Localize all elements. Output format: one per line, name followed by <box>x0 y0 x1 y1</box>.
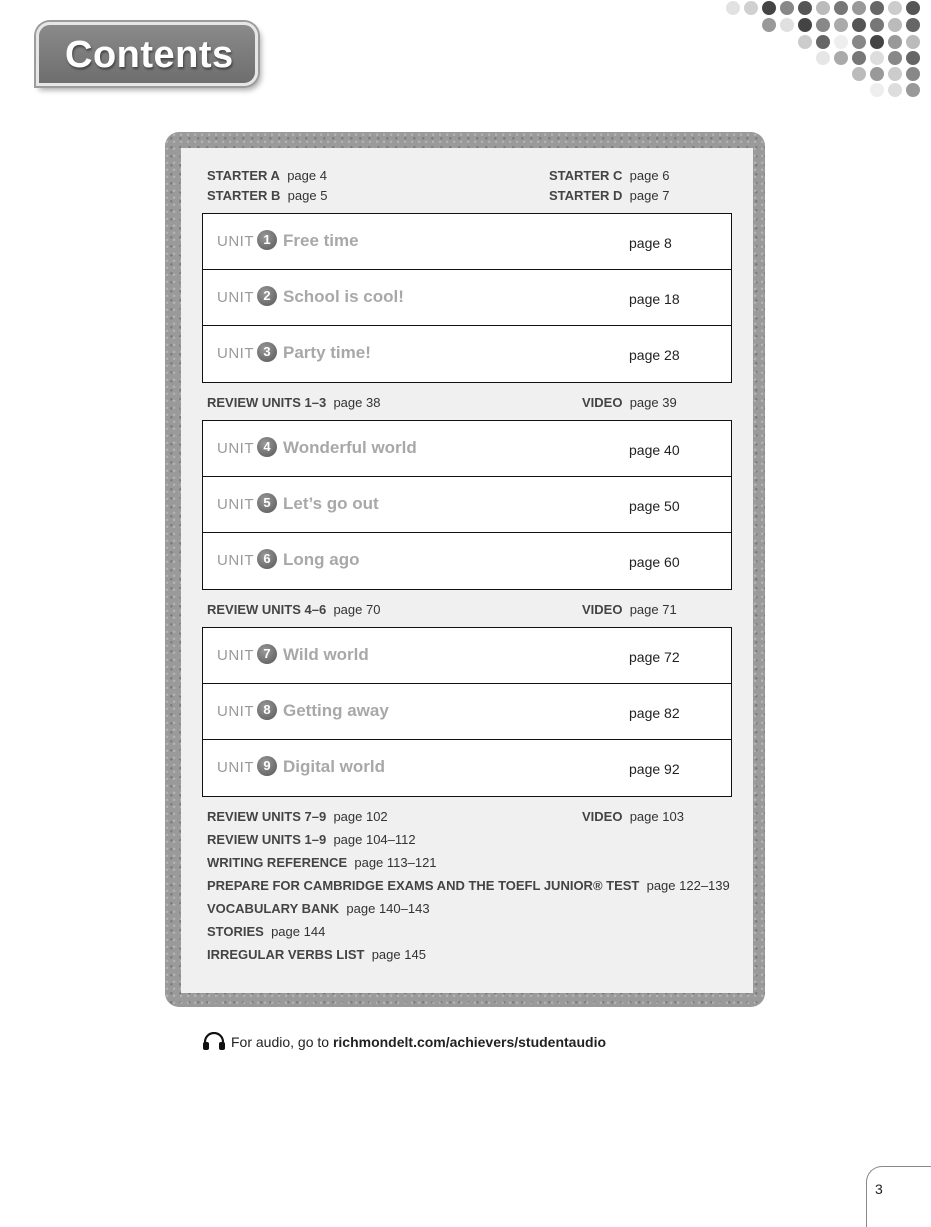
unit-group-2 <box>202 420 732 590</box>
page-title: Contents <box>65 34 234 76</box>
audio-link[interactable]: richmondelt.com/achievers/studentaudio <box>332 1034 607 1050</box>
unit-word: UNIT <box>217 233 254 250</box>
unit-word: UNIT <box>217 289 254 306</box>
unit-page: page 8 <box>629 235 672 251</box>
unit-word: UNIT <box>217 647 254 664</box>
irregular-verbs-list[interactable]: IRREGULAR VERBS LIST page 145 <box>207 947 426 962</box>
unit-title: Digital world <box>283 757 385 776</box>
unit-number-badge: 9 <box>257 756 277 776</box>
headphones-icon <box>202 1032 226 1050</box>
unit-title: Long ago <box>283 550 360 569</box>
decorative-dots <box>721 0 931 100</box>
unit-row-1[interactable] <box>203 214 731 270</box>
unit-number-badge: 3 <box>257 342 277 362</box>
unit-row-7[interactable] <box>203 628 731 684</box>
audio-prefix: For audio, go to <box>231 1034 330 1050</box>
video-3[interactable]: VIDEO page 103 <box>582 809 684 824</box>
unit-page: page 28 <box>629 347 680 363</box>
unit-title: Getting away <box>283 701 389 720</box>
unit-page: page 40 <box>629 442 680 458</box>
unit-word: UNIT <box>217 496 254 513</box>
vocabulary-bank[interactable]: VOCABULARY BANK page 140–143 <box>207 901 430 916</box>
unit-group-1 <box>202 213 732 383</box>
unit-page: page 82 <box>629 705 680 721</box>
unit-word: UNIT <box>217 552 254 569</box>
unit-title: Free time <box>283 231 359 250</box>
unit-number-badge: 6 <box>257 549 277 569</box>
unit-page: page 92 <box>629 761 680 777</box>
unit-number-badge: 4 <box>257 437 277 457</box>
review-units-4-6[interactable]: REVIEW UNITS 4–6 page 70 <box>207 602 381 617</box>
starter-d[interactable]: STARTER D page 7 <box>549 188 670 203</box>
unit-page: page 50 <box>629 498 680 514</box>
unit-row-4[interactable] <box>203 421 731 477</box>
unit-row-6[interactable] <box>203 533 731 589</box>
stories[interactable]: STORIES page 144 <box>207 924 326 939</box>
unit-title: Party time! <box>283 343 371 362</box>
unit-title: Let’s go out <box>283 494 379 513</box>
unit-row-3[interactable] <box>203 326 731 382</box>
unit-page: page 72 <box>629 649 680 665</box>
unit-row-8[interactable] <box>203 684 731 740</box>
review-units-7-9[interactable]: REVIEW UNITS 7–9 page 102 <box>207 809 388 824</box>
unit-page: page 18 <box>629 291 680 307</box>
unit-word: UNIT <box>217 345 254 362</box>
unit-number-badge: 5 <box>257 493 277 513</box>
unit-number-badge: 1 <box>257 230 277 250</box>
unit-title: Wonderful world <box>283 438 417 457</box>
contents-title-tab <box>36 22 258 86</box>
unit-title: School is cool! <box>283 287 404 306</box>
unit-number-badge: 7 <box>257 644 277 664</box>
audio-line <box>231 1034 606 1050</box>
unit-number-badge: 8 <box>257 700 277 720</box>
unit-group-3 <box>202 627 732 797</box>
video-2[interactable]: VIDEO page 71 <box>582 602 677 617</box>
video-1[interactable]: VIDEO page 39 <box>582 395 677 410</box>
starter-b[interactable]: STARTER B page 5 <box>207 188 328 203</box>
unit-word: UNIT <box>217 759 254 776</box>
page-number: 3 <box>875 1181 883 1197</box>
unit-word: UNIT <box>217 440 254 457</box>
starter-c[interactable]: STARTER C page 6 <box>549 168 670 183</box>
review-units-1-9[interactable]: REVIEW UNITS 1–9 page 104–112 <box>207 832 416 847</box>
unit-title: Wild world <box>283 645 369 664</box>
review-units-1-3[interactable]: REVIEW UNITS 1–3 page 38 <box>207 395 381 410</box>
unit-page: page 60 <box>629 554 680 570</box>
unit-row-2[interactable] <box>203 270 731 326</box>
writing-reference[interactable]: WRITING REFERENCE page 113–121 <box>207 855 437 870</box>
unit-number-badge: 2 <box>257 286 277 306</box>
prepare-for-exams[interactable]: PREPARE FOR CAMBRIDGE EXAMS AND THE TOEFL JUNIOR® TEST page 122–139 <box>207 878 730 893</box>
starter-a[interactable]: STARTER A page 4 <box>207 168 327 183</box>
unit-row-9[interactable] <box>203 740 731 796</box>
unit-row-5[interactable] <box>203 477 731 533</box>
unit-word: UNIT <box>217 703 254 720</box>
